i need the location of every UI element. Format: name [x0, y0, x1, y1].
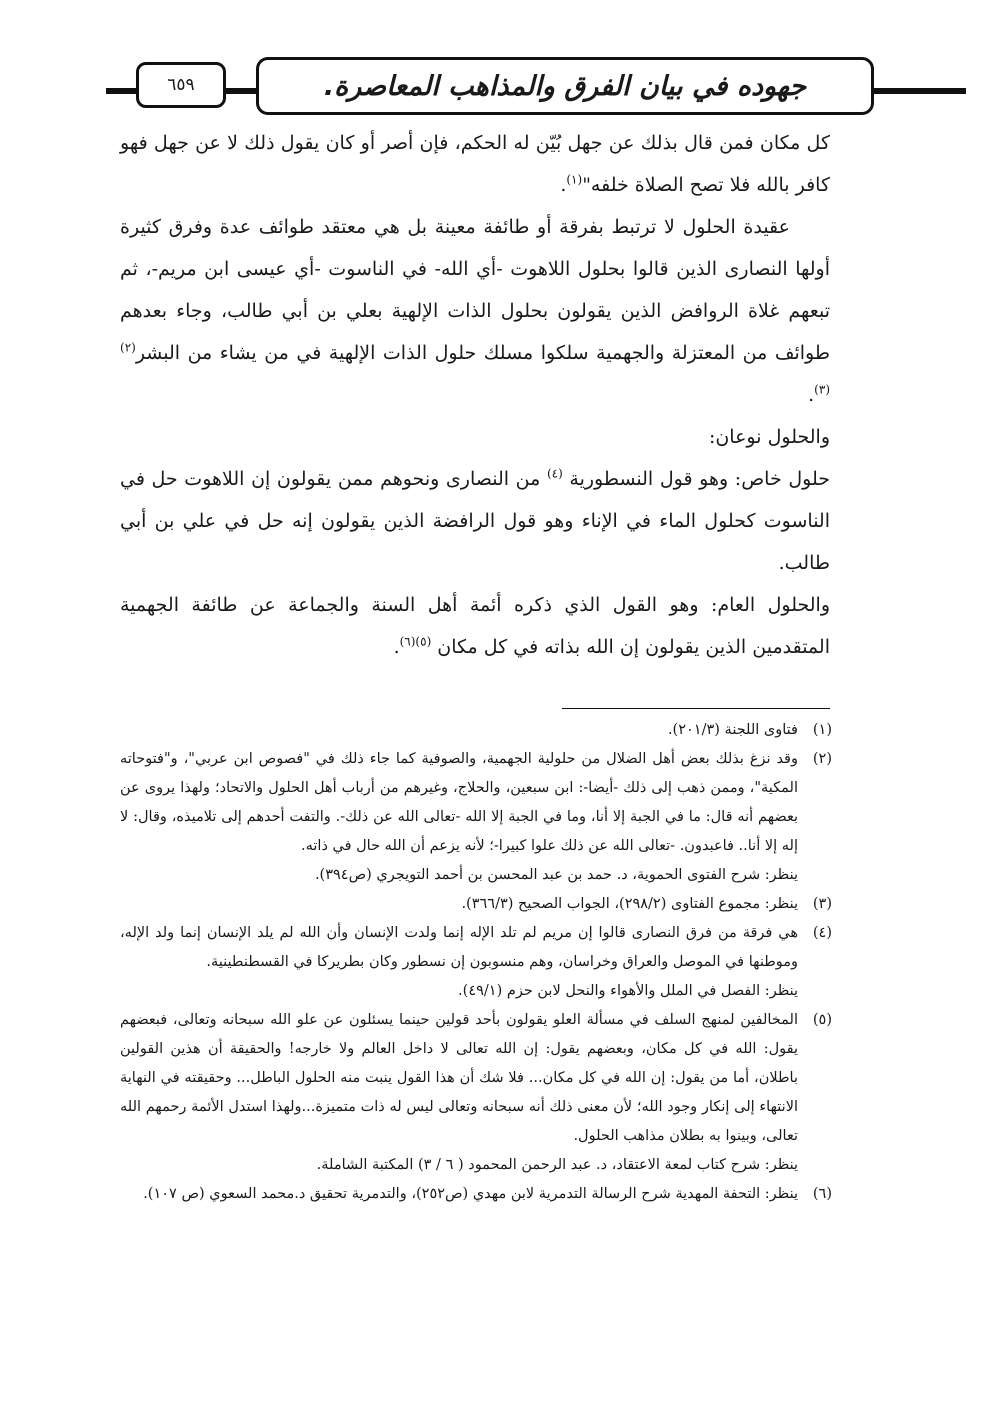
footnote-ref: (١)	[566, 172, 583, 187]
footnote-source: ينظر: شرح كتاب لمعة الاعتقاد، د. عبد الرحمن المحمود ( ٦ / ٣) المكتبة الشاملة.	[316, 1157, 798, 1173]
footnote-text: ينظر: مجموع الفتاوى (٢٩٨/٢)، الجواب الصحيح (٣٦٦/٣).	[461, 896, 798, 912]
header-rule-middle	[226, 88, 258, 94]
header-rule-right	[872, 88, 966, 94]
header-rule-left	[106, 88, 136, 94]
footnote-number: (٦)	[812, 1186, 832, 1202]
footnote-text: فتاوى اللجنة (٢٠١/٣).	[667, 722, 798, 738]
footnote-text: وقد نزغ بذلك بعض أهل الضلال من حلولية الجهمية، والصوفية كما جاء ذلك في "فصوص ابن عربي"، و"فتوحاته المكية"، وممن ذهب إلى ذلك -أيضا-: ابن سبعين، والحلاج، وغيرهم من أرباب أهل الحلول والاتحاد؛ ولهذا يروى عن بعضهم أنه قال: ما في الجبة إلا أنا، وما في الجبة إلا الله -تعالى الله عن ذلك-. والتفت أحدهم إلى تلاميذه، وقال: لا إله إلا أنا.. فاعبدون. -تعالى الله عن ذلك علوا كبيرا-؛ لأنه يزعم أن الله حال في ذاته.	[120, 751, 798, 854]
footnote-6	[120, 1180, 832, 1209]
paragraph-4: حلول خاص: وهو قول النسطورية $^{(٤)}$ من النصارى ونحوهم ممن يقولون إن اللاهوت حل في الناسوت كحلول الماء في الإناء وهو قول الرافضة الذين يقولون إنه حل في علي بن أبي طالب.	[120, 466, 830, 574]
footnote-3	[120, 890, 832, 919]
paragraph-2: عقيدة الحلول لا ترتبط بفرقة أو طائفة معينة بل هي معتقد طوائف عدة وفرق كثيرة أولها النصارى الذين قالوا بحلول اللاهوت -أي الله- في الناسوت -أي عيسى ابن مريم-، ثم تبعهم غلاة الروافض الذين يقولون بحلول الذات الإلهية بعلي بن أبي طالب، وجاء بعدهم طوائف من المعتزلة والجهمية سلكوا مسلك حلول الذات الإلهية في من يشاء من البشر$^{(٢)(٣)}$.	[120, 216, 830, 406]
footnote-1	[120, 716, 832, 745]
running-title: جهوده في بيان الفرق والمذاهب المعاصرة.	[256, 57, 874, 115]
footnote-2	[120, 745, 832, 890]
footnote-number: (٤)	[812, 925, 832, 941]
paragraph-1: كل مكان فمن قال بذلك عن جهل بُيّن له الحكم، فإن أصر أو كان يقول ذلك لا عن جهل فهو كافر بالله فلا تصح الصلاة خلفه"$^{(١)}$.	[120, 132, 830, 196]
main-text	[120, 122, 830, 668]
footnote-source: ينظر: شرح الفتوى الحموية، د. حمد بن عبد المحسن بن أحمد التويجري (ص٣٩٤).	[314, 867, 798, 883]
footnote-ref: (٢)(٣)	[120, 340, 830, 397]
footnote-number: (٣)	[812, 896, 832, 912]
footnote-ref: (٥)(٦)	[399, 634, 432, 649]
footnote-source: ينظر: الفصل في الملل والأهواء والنحل لابن حزم (٤٩/١).	[458, 983, 798, 999]
footnote-5	[120, 1006, 832, 1180]
paragraph-3: والحلول نوعان:	[708, 426, 830, 448]
paragraph-5: والحلول العام: وهو القول الذي ذكره أئمة أهل السنة والجماعة عن طائفة الجهمية المتقدمين الذين يقولون إن الله بذاته في كل مكان $^{(٥)(٦)}$.	[120, 594, 830, 658]
footnote-number: (١)	[812, 722, 832, 738]
footnote-separator	[562, 708, 830, 709]
footnote-ref: (٤)	[546, 466, 563, 481]
footnote-4	[120, 919, 832, 1006]
footnote-text: هي فرقة من فرق النصارى قالوا إن مريم لم تلد الإله إنما ولدت الإنسان وأن الله لم يلد الإنسان إنما ولد الإله، وموطنها في الموصل والعراق وخراسان، وهم منسوبون إن نسطور وكان بطريركا في القسطنطينية.	[120, 925, 798, 970]
footnotes	[120, 716, 832, 1209]
footnote-text: ينظر: التحفة المهدية شرح الرسالة التدمرية لابن مهدي (ص٢٥٢)، والتدمرية تحقيق د.محمد السعوي (ص ١٠٧).	[143, 1186, 798, 1202]
footnote-text: المخالفين لمنهج السلف في مسألة العلو يقولون بأحد قولين حينما يسئلون عن علو الله سبحانه وتعالى، فبعضهم يقول: الله في كل مكان، وبعضهم يقول: إن الله تعالى لا داخل العالم ولا خارجه! والحقيقة أن هذين القولين باطلان، أما من يقول: إن الله في كل مكان... فلا شك أن هذا القول ينبت منه الحلول الباطل... وحقيقته في النهاية الانتهاء إلى إنكار وجود الله؛ لأن معنى ذلك أنه سبحانه وتعالى ليس له ذات متميزة...ولهذا استدل الأئمة رحمهم الله تعالى، وبينوا به بطلان مذاهب الحلول.	[120, 1012, 798, 1144]
page-number: ٦٥٩	[136, 62, 226, 108]
footnote-number: (٥)	[812, 1012, 832, 1028]
footnote-number: (٢)	[812, 751, 832, 767]
